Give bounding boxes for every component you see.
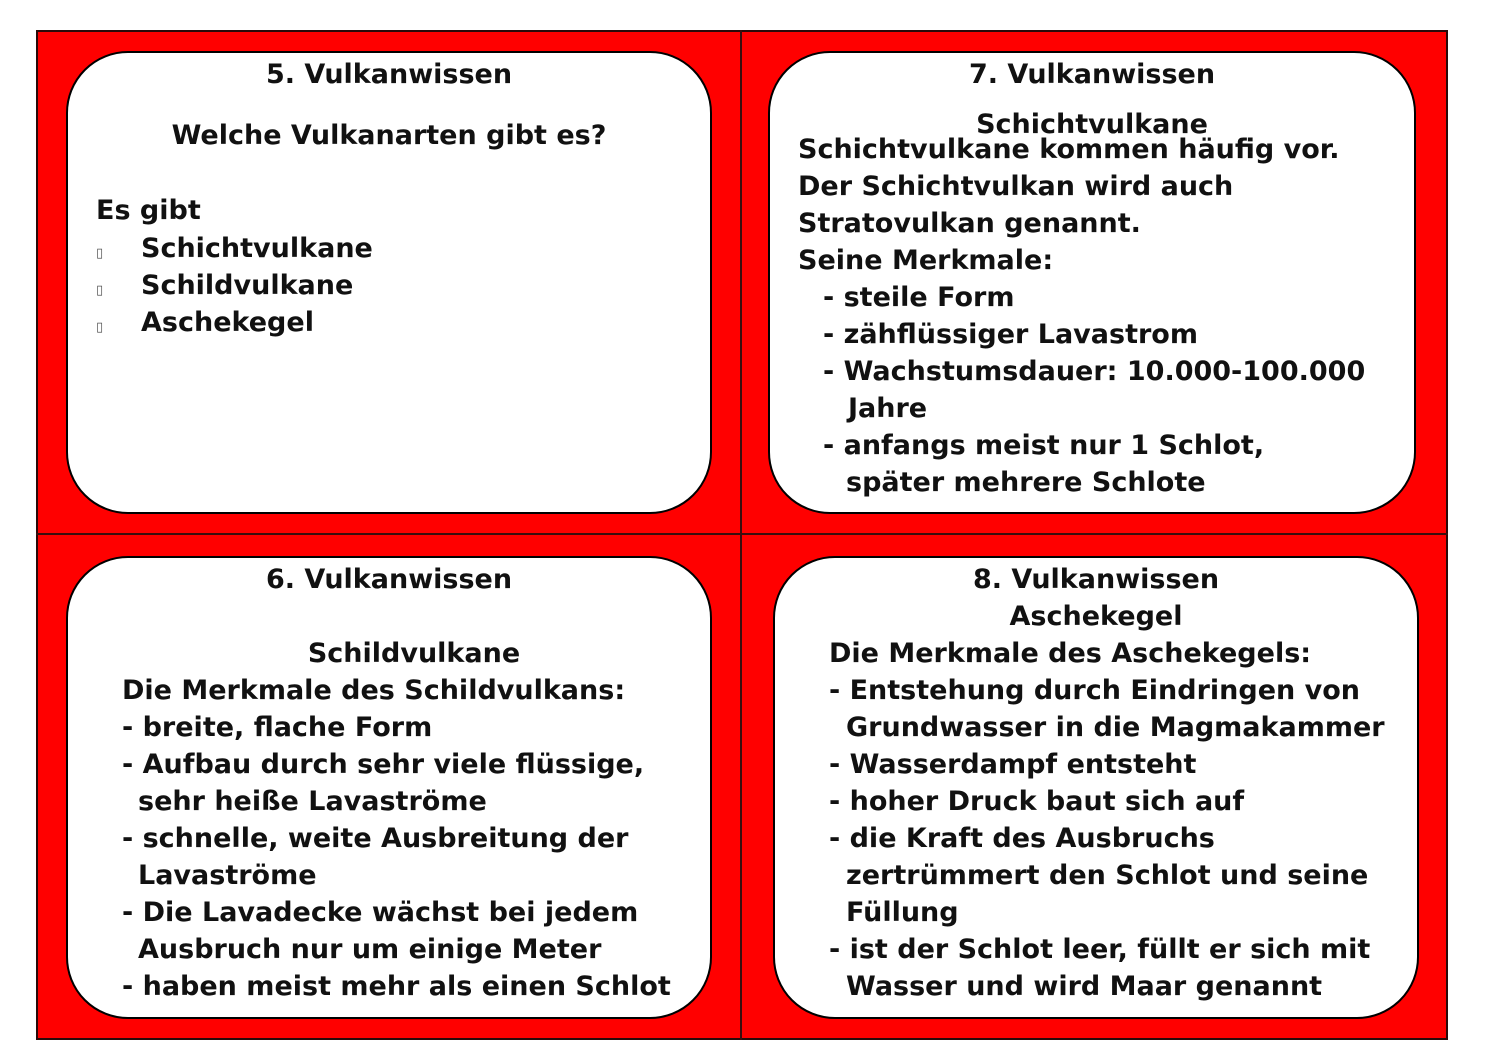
card-7-title: 7. Vulkanwissen — [968, 59, 1216, 90]
card-7-line: später mehrere Schlote — [846, 467, 1206, 498]
list-item — [96, 307, 314, 344]
card-8-line: - hoher Druck baut sich auf — [829, 786, 1245, 817]
card-7-subtitle: Schichtvulkane — [976, 109, 1208, 140]
card-5-title: 5. Vulkanwissen — [265, 59, 513, 90]
card-6-title: 6. Vulkanwissen — [265, 564, 513, 595]
card-6-line: - haben meist mehr als einen Schlot — [122, 971, 671, 1002]
card-6-line: - schnelle, weite Ausbreitung der — [122, 823, 629, 854]
card-6-line: - Aufbau durch sehr viele flüssige, — [122, 749, 645, 780]
card-6-line: - Die Lavadecke wächst bei jedem — [122, 897, 639, 928]
bullet-icon: ▯ — [96, 246, 104, 261]
list-item — [96, 270, 354, 307]
card-8-line: Grundwasser in die Magmakammer — [846, 712, 1385, 743]
card-7-line: Der Schichtvulkan wird auch — [798, 171, 1234, 202]
vertical-cut-line — [740, 30, 742, 1040]
card-6-line: Ausbruch nur um einige Meter — [138, 934, 602, 965]
card-6-line: Lavaströme — [138, 860, 317, 891]
card-6-line: - breite, flache Form — [122, 712, 433, 743]
card-5-question: Welche Vulkanarten gibt es? — [171, 120, 607, 151]
list-item-text: Aschekegel — [141, 307, 314, 338]
card-8-line: Die Merkmale des Aschekegels: — [829, 638, 1312, 669]
bullet-icon: ▯ — [96, 283, 104, 298]
card-6-line: sehr heiße Lavaströme — [138, 786, 487, 817]
card-6-line: Die Merkmale des Schildvulkans: — [122, 675, 626, 706]
card-7-line: Jahre — [848, 393, 928, 424]
card-7-line: - anfangs meist nur 1 Schlot, — [823, 430, 1265, 461]
card-7-line: - zähflüssiger Lavastrom — [823, 319, 1198, 350]
card-8 — [773, 556, 1419, 1019]
card-7-line: - steile Form — [823, 282, 1015, 313]
list-item-text: Schildvulkane — [141, 270, 354, 301]
horizontal-cut-line — [36, 533, 1448, 535]
card-8-line: Wasser und wird Maar genannt — [846, 971, 1323, 1002]
card-8-line: Füllung — [846, 897, 959, 928]
card-7-line: Stratovulkan genannt. — [798, 208, 1141, 239]
card-8-line: - Entstehung durch Eindringen von — [829, 675, 1361, 706]
card-8-title: 8. Vulkanwissen — [972, 564, 1220, 595]
card-6 — [66, 556, 712, 1019]
card-6-subtitle: Schildvulkane — [307, 638, 521, 669]
card-5 — [66, 51, 712, 514]
card-8-line: zertrümmert den Schlot und seine — [846, 860, 1369, 891]
card-8-line: - ist der Schlot leer, füllt er sich mit — [829, 934, 1371, 965]
list-item — [96, 233, 373, 270]
card-7 — [768, 51, 1416, 514]
card-7-line: Schichtvulkane kommen häufig vor. — [798, 134, 1340, 165]
card-8-line: - Wasserdampf entsteht — [829, 749, 1197, 780]
card-5-intro: Es gibt — [96, 195, 201, 226]
card-7-line: Seine Merkmale: — [798, 245, 1054, 276]
card-8-line: - die Kraft des Ausbruchs — [829, 823, 1215, 854]
bullet-icon: ▯ — [96, 320, 104, 335]
card-8-subtitle: Aschekegel — [1009, 601, 1183, 632]
list-item-text: Schichtvulkane — [141, 233, 373, 264]
card-7-line: - Wachstumsdauer: 10.000-100.000 — [823, 356, 1366, 387]
